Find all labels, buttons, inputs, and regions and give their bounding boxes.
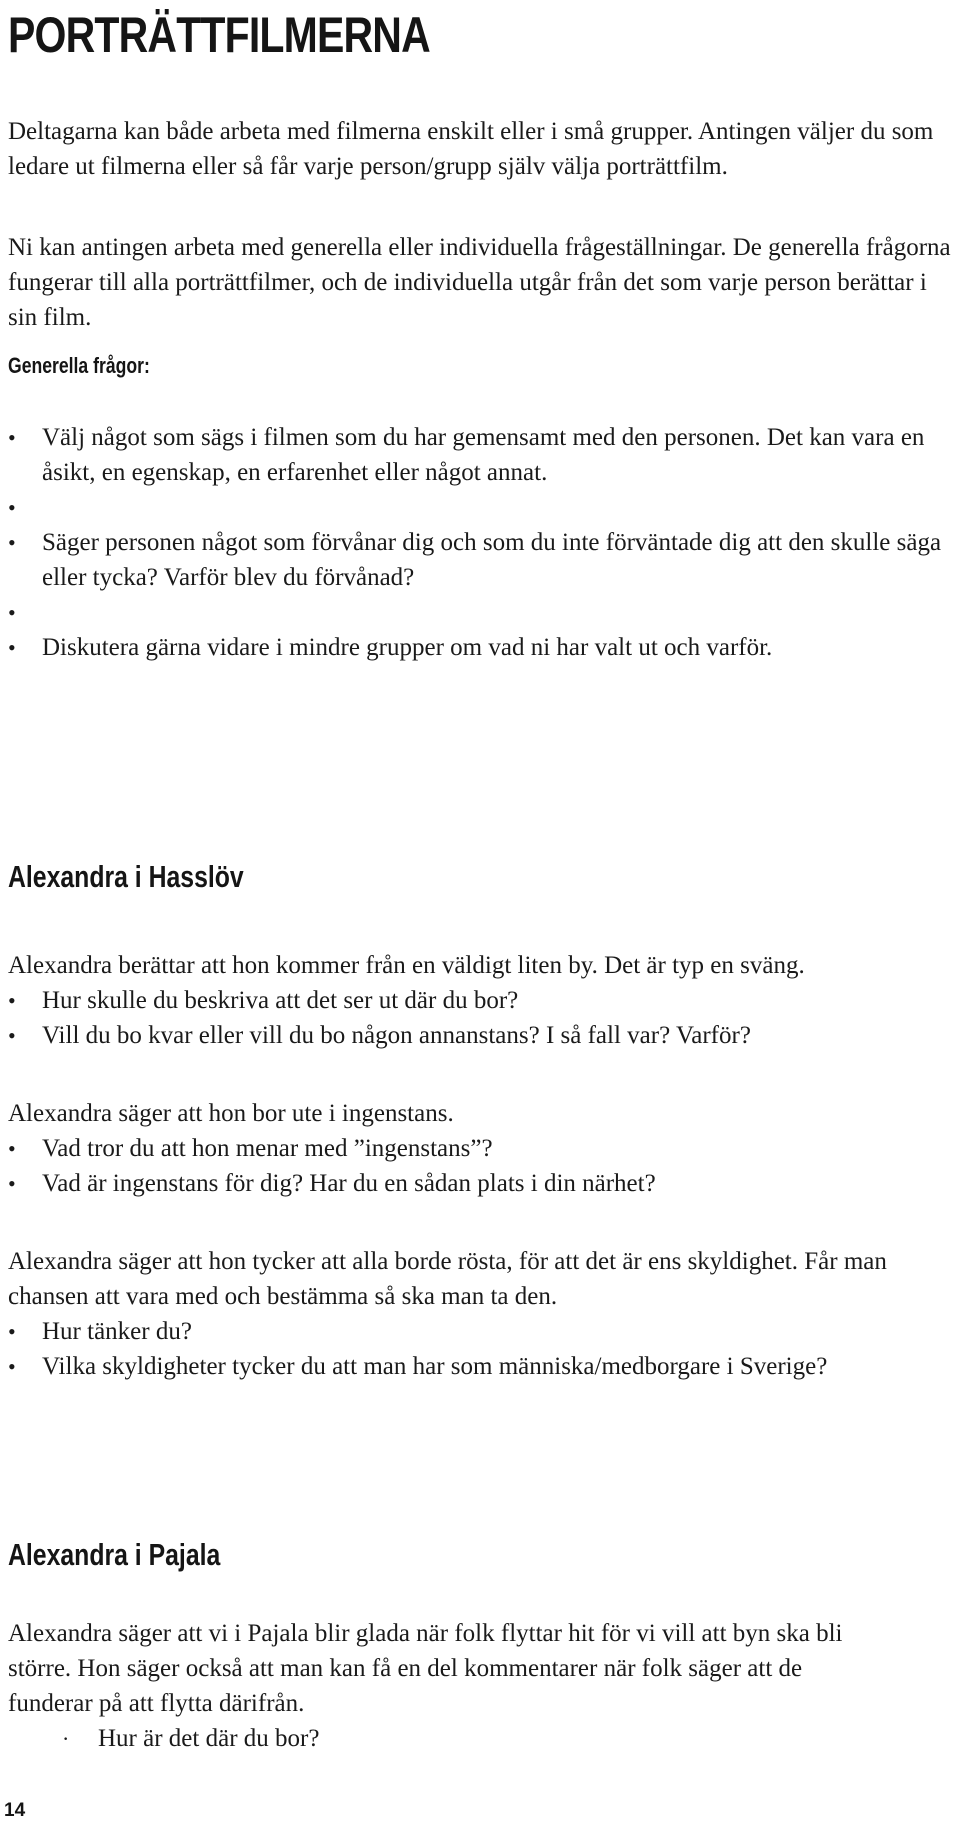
list-item: · Hur är det där du bor? [0,1721,950,1756]
list-item: • Hur tänker du? [0,1314,950,1349]
bullet-icon: · [62,1726,70,1751]
hasslov-paragraph-1: Alexandra berättar att hon kommer från en väldigt liten by. Det är typ en sväng. [8,952,805,979]
hasslov-list-3 [0,1314,950,1384]
bullet-icon: • [8,988,16,1013]
bullet-icon: • [8,530,16,555]
intro-paragraph-2: Ni kan antingen arbeta med generella eller individuella frågeställningar. De generella frågorna fungerar till alla porträttfilmer, och de individuella utgår från det som varje person berättar i sin film. [8,234,951,331]
pajala-list [0,1721,950,1756]
general-questions-list [0,420,950,665]
hasslov-list-1 [0,983,950,1053]
bullet-icon: • [8,1023,16,1048]
bullet-icon: • [8,495,16,520]
page-number: 14 [4,1800,26,1821]
pajala-paragraph: Alexandra säger att vi i Pajala blir glada när folk flyttar hit för vi vill att byn ska bli större. Hon säger också att man kan få en del kommentarer när folk säger att de funderar på att flytta därifrån. [8,1620,843,1717]
bullet-icon: • [8,1354,16,1379]
section-heading-hasslov: Alexandra i Hasslöv [8,859,244,894]
list-item [0,595,950,630]
list-item: • Vilka skyldigheter tycker du att man har som människa/medborgare i Sverige? [0,1349,950,1384]
intro-paragraph-1: Deltagarna kan både arbeta med filmerna enskilt eller i små grupper. Antingen väljer du som ledare ut filmerna eller så får varje person/grupp själv välja porträttfilm. [8,118,934,180]
list-item: • Välj något som sägs i filmen som du har gemensamt med den personen. Det kan vara en åsikt, en egenskap, en erfarenhet eller något annat. [0,420,950,490]
bullet-icon: • [8,425,16,450]
hasslov-paragraph-2: Alexandra säger att hon bor ute i ingenstans. [8,1100,454,1127]
bullet-icon: • [8,1136,16,1161]
list-item: • Säger personen något som förvånar dig och som du inte förväntade dig att den skulle säga eller tycka? Varför blev du förvånad? [0,525,950,595]
bullet-icon: • [8,1171,16,1196]
section-heading-pajala: Alexandra i Pajala [8,1537,221,1572]
hasslov-paragraph-3: Alexandra säger att hon tycker att alla borde rösta, för att det är ens skyldighet. Får man chansen att vara med och bestämma så ska man ta den. [8,1248,887,1310]
list-item: • Vad är ingenstans för dig? Har du en sådan plats i din närhet? [0,1166,950,1201]
bullet-icon: • [8,1319,16,1344]
list-item: • Hur skulle du beskriva att det ser ut där du bor? [0,983,950,1018]
page-title: PORTRÄTTFILMERNA [8,7,430,63]
hasslov-list-2 [0,1131,950,1201]
bullet-icon: • [8,635,16,660]
list-item: • Diskutera gärna vidare i mindre grupper om vad ni har valt ut och varför. [0,630,950,665]
list-item: • Vill du bo kvar eller vill du bo någon annanstans? I så fall var? Varför? [0,1018,950,1053]
bullet-icon: • [8,600,16,625]
list-item: • Vad tror du att hon menar med ”ingenstans”? [0,1131,950,1166]
list-item [0,490,950,525]
general-questions-heading: Generella frågor: [8,353,150,378]
